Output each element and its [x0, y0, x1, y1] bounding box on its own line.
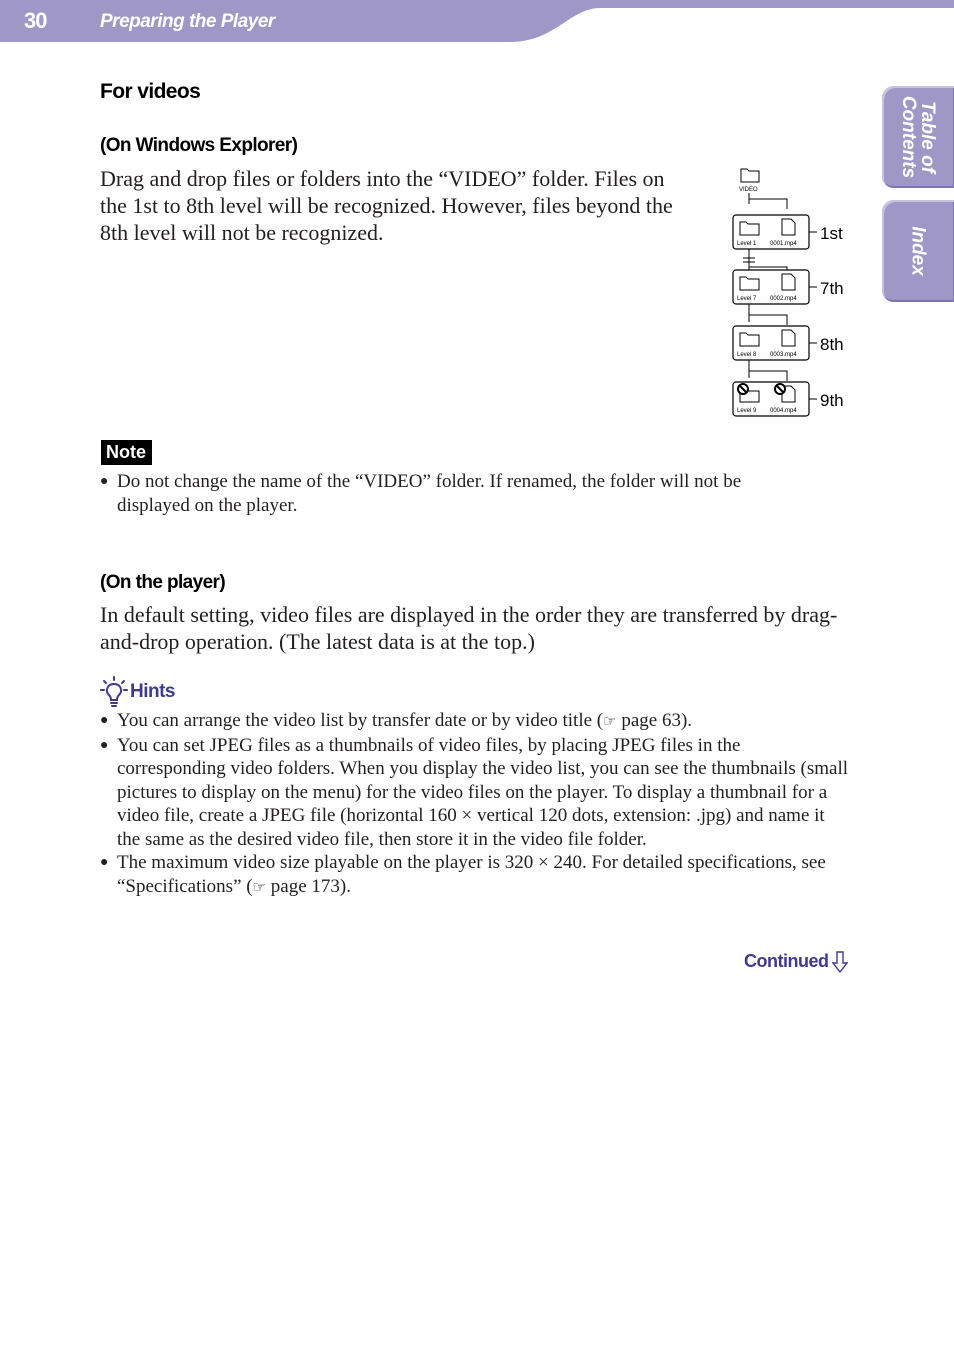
note-list — [100, 470, 800, 517]
bullet-icon: ● — [100, 713, 109, 728]
list-item — [100, 709, 850, 734]
header-title: Preparing the Player — [100, 11, 275, 32]
folder-icon — [741, 169, 759, 182]
level-file-label: 0002.mp4 — [770, 296, 797, 302]
level-folder-label: Level 7 — [737, 296, 757, 302]
level-file-label: 0004.mp4 — [770, 408, 797, 414]
hints-list — [100, 709, 850, 899]
bullet-icon: ● — [100, 737, 109, 753]
level-ordinal: 8th — [820, 335, 844, 354]
page-173-link[interactable]: page 173 — [270, 875, 340, 897]
tab-table-of-contents[interactable] — [882, 86, 954, 188]
note-text: Do not change the name of the “VIDEO” folder. If renamed, the folder will not be displayed on the player. — [117, 471, 742, 516]
tab-toc-line1: Table of — [917, 100, 938, 174]
hint-text-end: ). — [680, 710, 693, 731]
tab-toc-line2: Contents — [898, 95, 919, 179]
down-arrow-icon — [832, 951, 848, 973]
list-item — [100, 470, 800, 517]
section-heading: For videos — [100, 80, 201, 103]
tab-index[interactable] — [882, 200, 954, 302]
level-9-row — [733, 382, 844, 416]
continued-link[interactable] — [744, 951, 848, 973]
lightbulb-icon — [100, 676, 128, 708]
root-folder-label: VIDEO — [739, 187, 758, 193]
level-ordinal: 9th — [820, 391, 844, 410]
bullet-icon: ● — [100, 855, 109, 870]
level-file-label: 0003.mp4 — [770, 352, 797, 358]
note-badge: Note — [101, 440, 152, 465]
player-description: In default setting, video files are displayed in the order they are transferred by drag-and-drop operation. (The latest data is at the top.) — [100, 602, 838, 654]
level-ordinal: 1st — [820, 224, 843, 243]
page-63-link[interactable]: page 63 — [621, 710, 681, 731]
bullet-icon: ● — [100, 474, 109, 489]
tab-index-label: Index — [907, 226, 929, 276]
page-reference-icon: ☞ — [252, 877, 267, 896]
level-8-row — [733, 326, 844, 360]
level-file-label: 0001.mp4 — [770, 241, 797, 247]
level-folder-label: Level 8 — [737, 352, 757, 358]
prohibited-icon — [775, 384, 785, 394]
subsection-heading-windows: (On Windows Explorer) — [100, 135, 298, 156]
level-ordinal: 7th — [820, 279, 844, 298]
level-1-row — [733, 215, 843, 249]
hints-label: Hints — [130, 681, 175, 702]
hint-text: The maximum video size playable on the player is 320 × 240. For detailed specifications, see “Specifications” ( — [117, 852, 826, 897]
subsection-heading-player: (On the player) — [100, 572, 226, 593]
page-header — [0, 0, 954, 42]
folder-hierarchy-diagram — [725, 163, 865, 423]
windows-instructions: Drag and drop files or folders into the “VIDEO” folder. Files on the 1st to 8th level will be recognized. However, files beyond the 8th level will not be recognized. — [100, 166, 673, 245]
page-reference-icon: ☞ — [603, 712, 617, 730]
level-7-row — [733, 270, 844, 304]
hint-text-end: ). — [339, 875, 351, 897]
level-folder-label: Level 9 — [737, 408, 757, 414]
page-number: 30 — [24, 8, 47, 33]
tab-table-of-contents-label — [899, 96, 937, 178]
continued-label: Continued — [744, 951, 829, 971]
hint-text: You can arrange the video list by transfer date or by video title ( — [117, 710, 604, 731]
list-item — [100, 734, 850, 852]
level-folder-label: Level 1 — [737, 241, 757, 247]
list-item — [100, 851, 850, 899]
hint-text: You can set JPEG files as a thumbnails of video files, by placing JPEG files in the corresponding video folders. When you display the video list, you can see the thumbnails (small pictures to display on the menu) for the video files on the player. To display a thumbnail for a video file, create a JPEG file (horizontal 160 × vertical 120 dots, extension: .jpg) and name it the same as the desired video file, then store it in the video file folder. — [117, 734, 848, 850]
prohibited-icon — [738, 384, 748, 394]
